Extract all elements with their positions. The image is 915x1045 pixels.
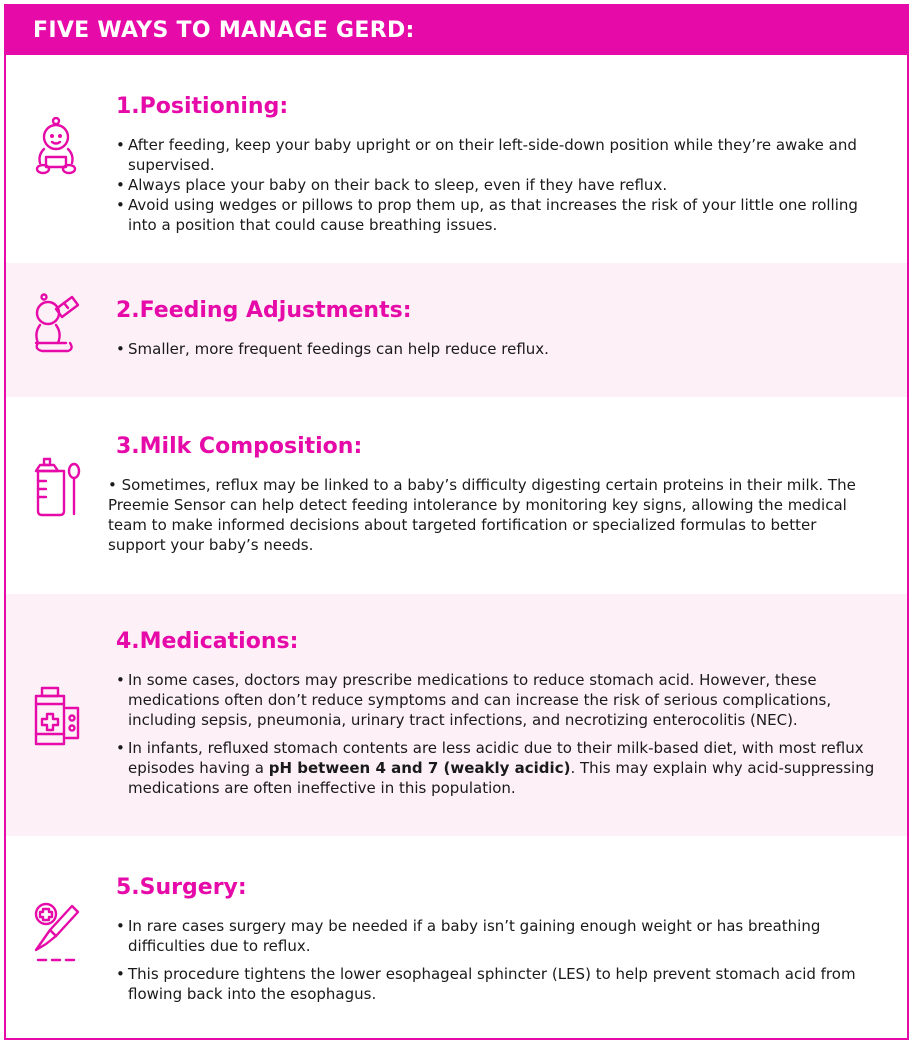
bullet-text: . This may explain why acid-suppressing medications are often ineffective in this population. [128,759,875,797]
bullet-bold-text: pH between 4 and 7 (weakly acidic) [268,759,571,777]
section-medications [6,594,907,836]
list-item: • This procedure tightens the lower esophageal sphincter (LES) to help prevent stomach acid from flowing back into the esophagus. [116,964,877,1004]
section-title: 5.Surgery: [116,875,247,900]
section-title: 2.Feeding Adjustments: [116,298,412,323]
section-title: 4.Medications: [116,629,299,654]
bottle-and-spoon-icon [30,457,82,517]
list-item: • Always place your baby on their back to sleep, even if they have reflux. [116,175,877,195]
page-title: FIVE WAYS TO MANAGE GERD: [6,6,907,55]
section-positioning [6,55,907,263]
list-item: • In some cases, doctors may prescribe medications to reduce stomach acid. However, these medications often don’t reduce symptoms and can increase the risk of serious complications, including sepsis, pneumonia, urinary tract infections, and necrotizing enterocolitis (NEC). [116,670,877,730]
bullet-text: In infants, refluxed stomach contents are less acidic due to their milk-based diet, with most reflux episodes having a [128,739,864,777]
baby-icon [30,117,82,177]
list-item: • After feeding, keep your baby upright or on their left-side-down position while they’re awake and supervised. [116,135,877,175]
list-item: • In rare cases surgery may be needed if a baby isn’t gaining enough weight or has breathing difficulties due to reflux. [116,916,877,956]
section-text: • Sometimes, reflux may be linked to a baby’s difficulty digesting certain proteins in their milk. The Preemie Sensor can help detect feeding intolerance by monitoring key signs, allowing the medical team to make informed decisions about targeted fortification or specialized formulas to better support your baby’s needs. [108,476,856,554]
section-milk-composition [6,397,907,594]
section-title: 1.Positioning: [116,94,289,119]
baby-bottle-feeding-icon [30,293,82,353]
scalpel-icon [30,902,82,962]
medicine-icon [30,686,82,746]
list-item: • Avoid using wedges or pillows to prop them up, as that increases the risk of your little one rolling into a position that could cause breathing issues. [116,195,877,235]
gerd-card [4,4,909,1040]
list-item [116,738,877,798]
section-surgery [6,836,907,1040]
section-title: 3.Milk Composition: [116,434,363,459]
list-item: • Smaller, more frequent feedings can help reduce reflux. [116,339,877,359]
section-feeding-adjustments [6,263,907,397]
